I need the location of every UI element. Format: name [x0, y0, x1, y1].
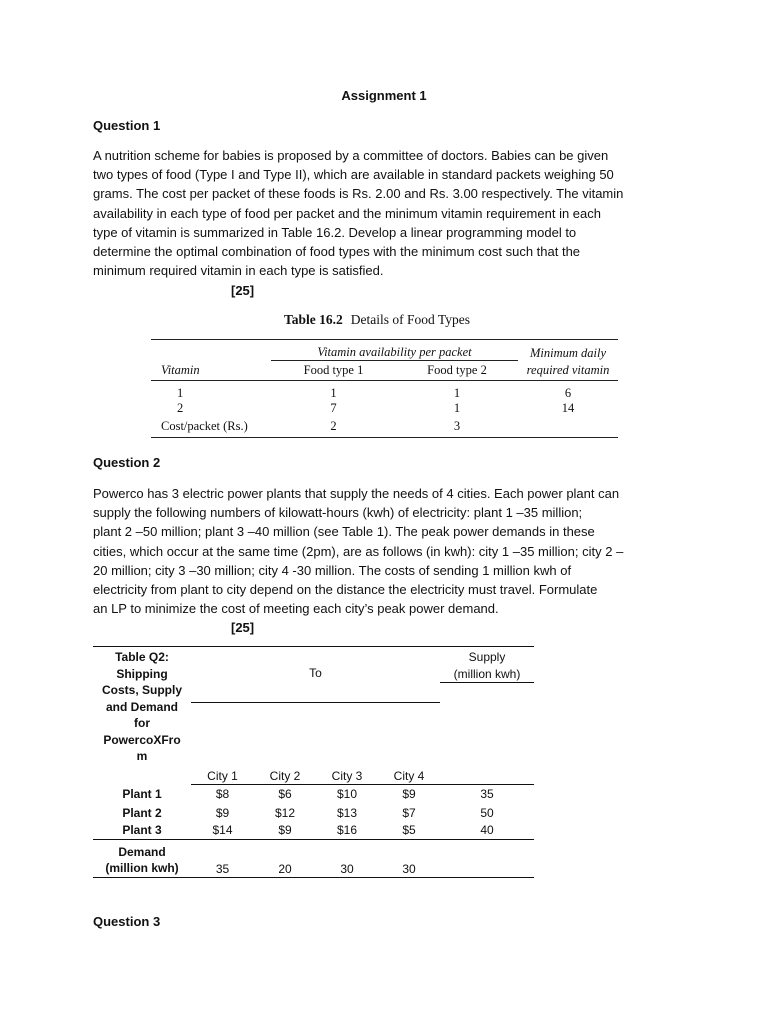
- table-title-line: Costs, Supply: [101, 683, 182, 697]
- table-title-line: and Demand: [105, 699, 178, 714]
- plant-label: Plant 1: [122, 787, 162, 801]
- table-cell: 7: [330, 401, 337, 415]
- city-2-header: City 2: [254, 703, 316, 785]
- to-header: To: [191, 647, 440, 703]
- question-3-heading: Question 3: [93, 914, 161, 929]
- plant-label: Plant 3: [93, 822, 191, 840]
- cost-cell: $16: [316, 822, 378, 840]
- question-1-heading: Question 1: [93, 118, 161, 133]
- cost-cell: $5: [378, 822, 440, 840]
- cost-cell: $7: [402, 805, 416, 820]
- demand-label-line1: Demand: [118, 845, 166, 859]
- min-header-line2: required vitamin: [526, 362, 610, 377]
- food-type-1-header: Food type 1: [303, 363, 364, 377]
- question-1-text: [93, 146, 674, 280]
- q2-line: electricity from plant to city depend on the distance the electricity must travel. Formulate: [93, 582, 598, 598]
- q1-line: determine the optimal combination of food types with the minimum cost such that the: [93, 244, 581, 260]
- cost-cell: $9: [254, 822, 316, 840]
- cost-cell: $13: [336, 805, 358, 820]
- cost-cell: $9: [215, 805, 230, 820]
- table-title-line: m: [136, 749, 148, 763]
- table-title-line: for: [134, 716, 150, 730]
- demand-cell: 35: [191, 840, 254, 878]
- cost-cell: $9: [402, 787, 416, 802]
- supply-cell: 50: [480, 805, 494, 820]
- cost-cell: $12: [274, 805, 296, 820]
- q1-line: A nutrition scheme for babies is proposed by a committee of doctors. Babies can be given: [93, 148, 609, 163]
- table-caption-text: Details of Food Types: [350, 312, 470, 327]
- table-caption-number: Table 16.2: [284, 312, 343, 327]
- question-2-marks: [25]: [231, 620, 255, 635]
- q2-line: cities, which occur at the same time (2pm), are as follows (in kwh): city 1 –35 million; city 2 –: [93, 543, 624, 559]
- supply-cell: 40: [440, 822, 534, 840]
- shipping-costs-table: [93, 646, 534, 878]
- demand-cell: 20: [254, 840, 316, 878]
- q1-line: type of vitamin is summarized in Table 16.2. Develop a linear programming model to: [93, 224, 577, 240]
- food-type-2-header: Food type 2: [427, 363, 487, 377]
- question-2-heading: Question 2: [93, 455, 161, 470]
- demand-label-line2: (million kwh): [105, 861, 179, 875]
- city-4-header: City 4: [378, 703, 440, 785]
- cost-cell: $10: [336, 787, 358, 802]
- table-cell: [518, 417, 618, 438]
- supply-header-line1: Supply: [468, 650, 506, 664]
- q1-line: availability in each type of food per packet and the minimum vitamin requirement in each: [93, 205, 601, 221]
- table-row-label: 1: [177, 385, 184, 400]
- plant-label: Plant 2: [122, 805, 162, 820]
- supply-cell: 35: [480, 787, 494, 802]
- question-1-marks: [25]: [231, 283, 255, 298]
- table-cell: 2: [271, 417, 396, 438]
- table-cell: 1: [453, 401, 461, 415]
- demand-cell: 30: [378, 840, 440, 878]
- cost-cell: $14: [191, 822, 254, 840]
- q1-line: two types of food (Type I and Type II), which are available in standard packets weighing 50: [93, 167, 614, 183]
- vitamin-header: Vitamin: [161, 362, 200, 377]
- table-cell: 1: [453, 385, 461, 400]
- city-1-header: City 1: [191, 703, 254, 785]
- food-types-table: [151, 339, 618, 438]
- table-row-label: Cost/packet (Rs.): [151, 417, 271, 438]
- q2-line: Powerco has 3 electric power plants that supply the needs of 4 cities. Each power plant can: [93, 486, 620, 501]
- supply-header-line2: (million kwh): [440, 666, 534, 684]
- demand-label: [93, 840, 191, 878]
- page-title: Assignment 1: [341, 88, 427, 103]
- cost-cell: $8: [215, 787, 230, 802]
- min-header-line1: Minimum daily: [529, 345, 607, 360]
- table-16-2-caption: [284, 312, 470, 328]
- table-cell: 6: [564, 385, 572, 400]
- group-header: Vitamin availability per packet: [271, 340, 518, 361]
- q1-line: minimum required vitamin in each type is satisfied.: [93, 263, 384, 279]
- table-title-line: PowercoXFro: [103, 732, 181, 747]
- table-title-line: Shipping: [116, 666, 168, 681]
- table-cell: 14: [561, 401, 575, 415]
- demand-cell: 30: [316, 840, 378, 878]
- q2-line: plant 2 –50 million; plant 3 –40 million (see Table 1). The peak power demands in these: [93, 524, 595, 540]
- table-cell: 1: [330, 385, 337, 400]
- supply-header: [440, 647, 534, 703]
- table-cell: 3: [396, 417, 518, 438]
- q2-line: an LP to minimize the cost of meeting each city’s peak power demand.: [93, 601, 499, 617]
- cost-cell: $6: [278, 787, 292, 802]
- q2-line: supply the following numbers of kilowatt-hours (kwh) of electricity: plant 1 –35 million;: [93, 505, 583, 521]
- table-title: [93, 647, 191, 785]
- q2-line: 20 million; city 3 –30 million; city 4 -30 million. The costs of sending 1 million kwh of: [93, 562, 572, 578]
- table-row-label: 2: [177, 401, 184, 415]
- question-2-text: [93, 484, 674, 618]
- table-title-line: Table Q2:: [115, 650, 169, 664]
- q1-line: grams. The cost per packet of these foods is Rs. 2.00 and Rs. 3.00 respectively. The vitamin: [93, 186, 624, 202]
- city-3-header: City 3: [316, 703, 378, 785]
